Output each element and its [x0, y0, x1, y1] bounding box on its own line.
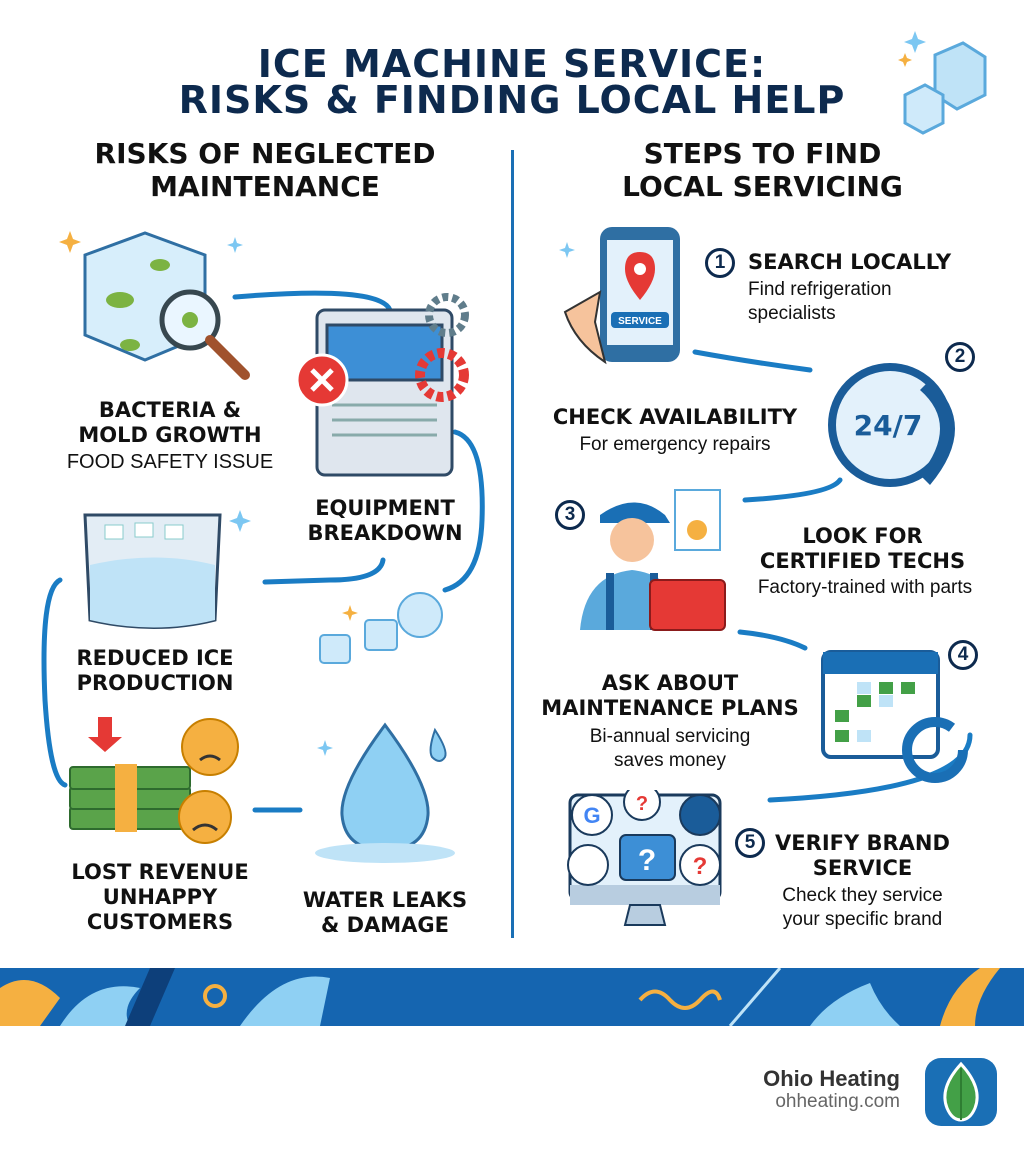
svg-text:?: ?: [635, 793, 649, 815]
step-1-sub: [748, 278, 892, 326]
svg-text:?: ?: [692, 853, 708, 880]
step-5-title: [760, 831, 965, 881]
risk-title-line: PRODUCTION: [76, 671, 234, 695]
risk-title-line: LOST REVENUE: [71, 860, 249, 884]
decorative-banner: [0, 968, 1024, 1026]
step-title-line: MAINTENANCE PLANS: [541, 696, 799, 720]
title-line-1: ICE MACHINE SERVICE:: [257, 42, 767, 86]
step-title-line: CERTIFIED TECHS: [759, 549, 966, 573]
risk-title-line: BREAKDOWN: [307, 521, 463, 545]
scattered-ice-cubes-icon: [310, 580, 445, 690]
step-3-number: 3: [555, 500, 585, 530]
footer-url[interactable]: ohheating.com: [775, 1091, 900, 1112]
step-4-sub: [560, 725, 780, 773]
risk-bacteria-sub: FOOD SAFETY ISSUE: [66, 451, 274, 473]
steps-heading-line-2: LOCAL SERVICING: [622, 170, 903, 203]
step-sub-line: saves money: [614, 750, 726, 771]
risk-revenue-title: [45, 860, 275, 935]
step-1-number: 1: [705, 248, 735, 278]
risk-title-line: BACTERIA &: [98, 398, 242, 422]
clock-24-7-icon: [820, 360, 980, 500]
clock-text: 24/7: [853, 409, 923, 442]
risk-water-title: [285, 888, 485, 938]
step-5-number: 5: [735, 828, 765, 858]
risks-heading-line-2: MAINTENANCE: [150, 170, 380, 203]
arrow-step1-to-2: [695, 352, 810, 370]
money-unhappy-icon: [60, 712, 245, 857]
risk-ice-title: [55, 646, 255, 696]
arrow-step3-to-4: [740, 632, 805, 648]
monitor-brands-icon: [560, 790, 730, 935]
svg-text:G: G: [583, 803, 601, 828]
risk-title-line: WATER LEAKS: [302, 888, 468, 912]
step-5-sub: [750, 884, 975, 932]
step-2-title: CHECK AVAILABILITY: [552, 405, 798, 429]
phone-location-icon: [555, 222, 695, 367]
calendar-icon: [815, 640, 980, 785]
step-sub-line: specialists: [748, 303, 836, 324]
bacteria-ice-cube-icon: [55, 225, 255, 385]
risk-title-line: & DAMAGE: [320, 913, 450, 937]
title-line-2: RISKS & FINDING LOCAL HELP: [178, 78, 846, 122]
risk-equipment-title: [285, 496, 485, 546]
footer-brand: Ohio Heating: [763, 1066, 900, 1091]
risk-title-line: REDUCED ICE: [76, 646, 234, 670]
step-3-title: [745, 524, 980, 574]
risk-title-line: CUSTOMERS: [86, 910, 234, 934]
step-sub-line: Find refrigeration: [748, 279, 892, 300]
risk-bacteria-title: [60, 398, 280, 448]
step-title-line: LOOK FOR: [802, 524, 923, 548]
service-badge-text: SERVICE: [618, 316, 662, 327]
ice-bin-icon: [55, 495, 255, 640]
risk-title-line: UNHAPPY: [102, 885, 218, 909]
leaf-logo-icon: [925, 1058, 997, 1126]
step-title-line: VERIFY BRAND: [775, 831, 950, 855]
technician-icon: [570, 485, 740, 635]
step-1-title: SEARCH LOCALLY: [748, 250, 952, 274]
step-4-number: 4: [948, 640, 978, 670]
step-2-number: 2: [945, 342, 975, 372]
broken-ice-machine-icon: [292, 270, 487, 480]
risks-heading-line-1: RISKS OF NEGLECTED: [94, 137, 436, 170]
step-sub-line: your specific brand: [782, 909, 943, 930]
risk-title-line: EQUIPMENT: [315, 496, 455, 520]
steps-heading-line-1: STEPS TO FIND: [643, 137, 882, 170]
step-title-line: ASK ABOUT: [601, 671, 739, 695]
step-3-sub: Factory-trained with parts: [757, 577, 973, 598]
step-4-title: [525, 671, 815, 721]
step-2-sub: For emergency repairs: [579, 434, 771, 455]
step-title-line: SERVICE: [812, 856, 913, 880]
arrow-breakdown-to-ice: [265, 560, 383, 582]
water-drop-icon: [310, 715, 470, 865]
step-sub-line: Check they service: [782, 885, 943, 906]
question-mark: ?: [637, 844, 657, 877]
step-sub-line: Bi-annual servicing: [589, 726, 751, 747]
risk-title-line: MOLD GROWTH: [78, 423, 262, 447]
